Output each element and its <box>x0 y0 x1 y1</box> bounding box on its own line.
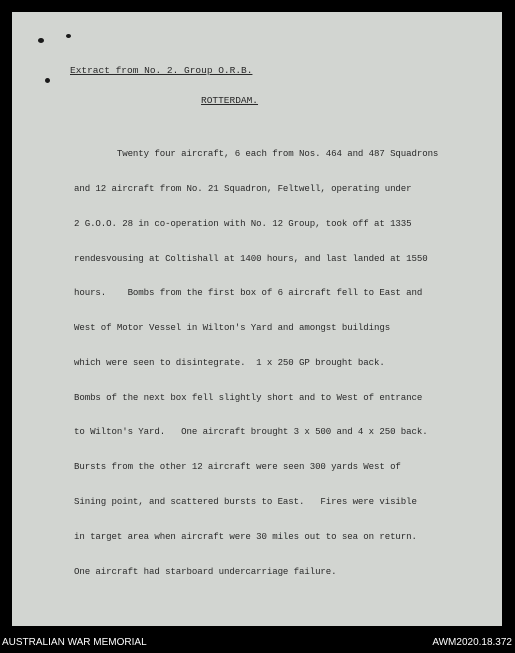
document-body <box>74 125 438 600</box>
body-line: and 12 aircraft from No. 21 Squadron, Feltwell, operating under <box>74 182 412 194</box>
punch-hole-mark <box>38 38 44 43</box>
body-line: rendesvousing at Coltishall at 1400 hours, and last landed at 1550 <box>74 252 428 264</box>
body-line: One aircraft had starboard undercarriage failure. <box>74 565 337 577</box>
body-line: Sining point, and scattered bursts to East. Fires were visible <box>74 496 417 507</box>
body-line: which were seen to disintegrate. 1 x 250 GP brought back. <box>74 356 385 368</box>
body-line: Bursts from the other 12 aircraft were seen 300 yards West of <box>74 461 401 473</box>
footer-institution: AUSTRALIAN WAR MEMORIAL <box>2 637 147 648</box>
body-line: 2 G.O.O. 28 in co-operation with No. 12 Group, took off at 1335 <box>74 217 412 229</box>
body-line: West of Motor Vessel in Wilton's Yard and amongst buildings <box>74 322 391 334</box>
body-line: hours. Bombs from the first box of 6 aircraft fell to East and <box>74 287 423 299</box>
body-line: Twenty four aircraft, 6 each from Nos. 464 and 487 Squadrons <box>74 148 439 160</box>
body-line: Bombs of the next box fell slightly short and to West of entrance <box>74 391 423 403</box>
footer-accession-number: AWM2020.18.372 <box>432 637 512 648</box>
body-line: to Wilton's Yard. One aircraft brought 3 x 500 and 4 x 250 back. <box>74 426 428 438</box>
document-page <box>12 12 502 626</box>
document-heading: Extract from No. 2. Group O.R.B. <box>70 65 253 76</box>
document-title: ROTTERDAM. <box>201 95 259 106</box>
punch-hole-mark <box>45 78 50 83</box>
body-line: in target area when aircraft were 30 miles out to sea on return. <box>74 530 417 542</box>
punch-hole-mark <box>66 34 71 38</box>
